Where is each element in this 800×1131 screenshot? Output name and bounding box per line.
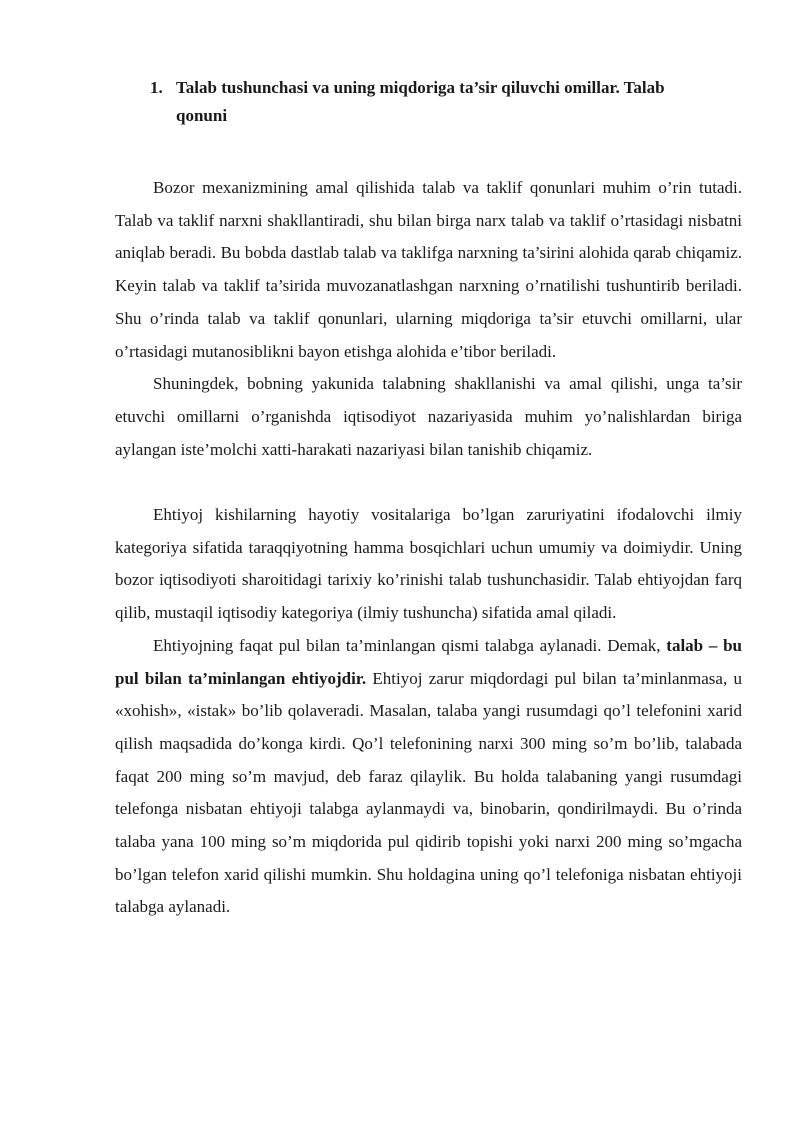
section-heading	[150, 74, 750, 130]
paragraph: Ehtiyoj kishilarning hayotiy vositalariga bo’lgan zaruriyatini ifodalovchi ilmiy kategoriya sifatida taraqqiyotning hamma bosqichlari uchun umumiy va doimiydir. Uning bozor iqtisodiyoti sharoitidagi tarixiy ko’rinishi talab tushunchasidir. Talab ehtiyojdan farq qilib, mustaqil iqtisodiy kategoriya (ilmiy tushuncha) sifatida amal qiladi.	[115, 505, 742, 623]
document-body	[115, 172, 742, 924]
paragraph	[115, 630, 742, 924]
section-title-line2: qonuni	[176, 106, 228, 125]
section-title-line1: Talab tushunchasi va uning miqdoriga ta’sir qiluvchi omillar. Talab	[176, 78, 665, 97]
paragraph-text: Ehtiyojning faqat pul bilan ta’minlangan qismi talabga aylanadi. Demak,	[153, 635, 661, 655]
paragraph: Bozor mexanizmining amal qilishida talab va taklif qonunlari muhim o’rin tutadi. Talab va taklif narxni shakllantiradi, shu bilan birga narx talab va taklif o’rtasidagi nisbatni aniqlab beradi. Bu bobda dastlab talab va taklifga narxning ta’sirini alohida qarab chiqamiz. Keyin talab va taklif ta’sirida muvozanatlashgan narxning o’rnatilishi tushuntirib beriladi. Shu o’rinda talab va taklif qonunlari, ularning miqdoriga ta’sir etuvchi omillarni, ular o’rtasidagi mutanosiblikni bayon etishga alohida e’tibor beriladi.	[115, 178, 742, 361]
section-number: 1.	[150, 78, 163, 97]
paragraph-text: Ehtiyoj zarur miqdordagi pul bilan ta’minlanmasa, u «xohish», «istak» bo’lib qolaveradi. Masalan, talaba yangi rusumdagi qo’l telefonini xarid qilish maqsadida do’konga kirdi. Qo’l telefonining narxi 300 ming so’m bo’lib, talabada faqat 200 ming so’m mavjud, deb faraz qilaylik. Bu holda talabaning yangi rusumdagi telefonga nisbatan ehtiyoji talabga aylanmaydi va, binobarin, qondirilmaydi. Bu o’rinda talaba yana 100 ming so’m miqdorida pul qidirib topishi yoki narxi 200 ming so’mgacha bo’lgan telefon xarid qilishi mumkin. Shu holdagina uning qo’l telefoniga nisbatan ehtiyoji talabga aylanadi.	[115, 668, 743, 917]
bold-definition: talab – bu pul bilan ta’minlangan ehtiyojdir.	[115, 635, 743, 688]
paragraph: Shuningdek, bobning yakunida talabning shakllanishi va amal qilishi, unga ta’sir etuvchi omillarni o’rganishda iqtisodiyot nazariyasida muhim yo’nalishlardan biriga aylangan iste’molchi xatti-harakati nazariyasi bilan tanishib chiqamiz.	[115, 374, 742, 459]
